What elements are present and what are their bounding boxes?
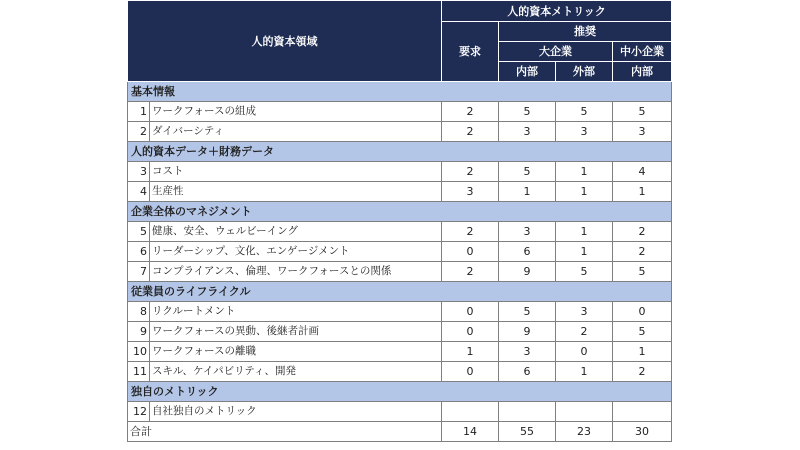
table-body (128, 82, 672, 422)
metric-name: リクルートメント (150, 302, 442, 322)
sme-internal-value: 5 (613, 322, 672, 342)
row-number: 12 (128, 402, 150, 422)
large-external-value: 1 (556, 242, 613, 262)
section-row (128, 82, 672, 102)
total-large-internal: 55 (499, 422, 556, 442)
section-row (128, 382, 672, 402)
table-row (128, 222, 672, 242)
sme-internal-value: 3 (613, 122, 672, 142)
human-capital-metrics-table (127, 0, 672, 442)
sme-internal-value: 0 (613, 302, 672, 322)
sme-internal-value: 1 (613, 182, 672, 202)
table-row (128, 102, 672, 122)
large-internal-value: 5 (499, 162, 556, 182)
large-external-value: 1 (556, 222, 613, 242)
metric-name: 生産性 (150, 182, 442, 202)
metric-name: ワークフォースの組成 (150, 102, 442, 122)
large-external-value: 5 (556, 262, 613, 282)
row-number: 3 (128, 162, 150, 182)
large-external-value: 5 (556, 102, 613, 122)
section-row (128, 282, 672, 302)
table-row (128, 402, 672, 422)
required-value: 0 (442, 322, 499, 342)
row-number: 2 (128, 122, 150, 142)
required-value: 2 (442, 102, 499, 122)
metric-name: 自社独自のメトリック (150, 402, 442, 422)
large-internal-value: 5 (499, 302, 556, 322)
sme-internal-value: 5 (613, 102, 672, 122)
large-internal-value: 1 (499, 182, 556, 202)
total-row (128, 422, 672, 442)
row-number: 4 (128, 182, 150, 202)
table-row (128, 362, 672, 382)
large-external-value: 3 (556, 122, 613, 142)
row-number: 6 (128, 242, 150, 262)
row-number: 7 (128, 262, 150, 282)
metric-name: ワークフォースの異動、後継者計画 (150, 322, 442, 342)
large-internal-value: 6 (499, 362, 556, 382)
section-title: 人的資本データ＋財務データ (128, 142, 672, 162)
required-value: 2 (442, 122, 499, 142)
large-external-value: 0 (556, 342, 613, 362)
large-external-value: 1 (556, 182, 613, 202)
metric-name: 健康、安全、ウェルビーイング (150, 222, 442, 242)
total-required: 14 (442, 422, 499, 442)
table-row (128, 242, 672, 262)
total-label: 合計 (128, 422, 442, 442)
sme-internal-value: 2 (613, 362, 672, 382)
table-row (128, 322, 672, 342)
sme-internal-value: 1 (613, 342, 672, 362)
sme-internal-value (613, 402, 672, 422)
metric-name: スキル、ケイパビリティ、開発 (150, 362, 442, 382)
section-title: 企業全体のマネジメント (128, 202, 672, 222)
large-internal-value: 6 (499, 242, 556, 262)
metric-name: コンプライアンス、倫理、ワークフォースとの関係 (150, 262, 442, 282)
large-internal-value: 3 (499, 122, 556, 142)
large-external-value: 2 (556, 322, 613, 342)
large-internal-header: 内部 (499, 62, 556, 82)
recommended-header: 推奨 (499, 22, 672, 42)
required-value: 0 (442, 302, 499, 322)
sme-internal-value: 2 (613, 242, 672, 262)
large-internal-value: 9 (499, 262, 556, 282)
row-number: 11 (128, 362, 150, 382)
metric-name: ワークフォースの離職 (150, 342, 442, 362)
large-external-header: 外部 (556, 62, 613, 82)
table-row (128, 342, 672, 362)
large-external-value: 3 (556, 302, 613, 322)
section-title: 独自のメトリック (128, 382, 672, 402)
large-internal-value: 9 (499, 322, 556, 342)
sme-internal-value: 4 (613, 162, 672, 182)
required-value: 3 (442, 182, 499, 202)
metric-name: コスト (150, 162, 442, 182)
required-header: 要求 (442, 22, 499, 82)
area-header: 人的資本領域 (128, 1, 442, 82)
section-row (128, 202, 672, 222)
required-value: 2 (442, 162, 499, 182)
required-value: 2 (442, 222, 499, 242)
table-row (128, 302, 672, 322)
large-internal-value: 5 (499, 102, 556, 122)
large-external-value: 1 (556, 362, 613, 382)
table-row (128, 162, 672, 182)
metric-name: リーダーシップ、文化、エンゲージメント (150, 242, 442, 262)
required-value (442, 402, 499, 422)
section-title: 基本情報 (128, 82, 672, 102)
large-internal-value: 3 (499, 222, 556, 242)
large-external-value: 1 (556, 162, 613, 182)
required-value: 0 (442, 362, 499, 382)
large-internal-value (499, 402, 556, 422)
table-row (128, 182, 672, 202)
row-number: 9 (128, 322, 150, 342)
metrics-header: 人的資本メトリック (442, 1, 672, 22)
row-number: 5 (128, 222, 150, 242)
total-large-external: 23 (556, 422, 613, 442)
large-internal-value: 3 (499, 342, 556, 362)
row-number: 10 (128, 342, 150, 362)
sme-internal-value: 2 (613, 222, 672, 242)
required-value: 0 (442, 242, 499, 262)
section-title: 従業員のライフライクル (128, 282, 672, 302)
row-number: 8 (128, 302, 150, 322)
section-row (128, 142, 672, 162)
total-sme-internal: 30 (613, 422, 672, 442)
table-row (128, 122, 672, 142)
sme-header: 中小企業 (613, 42, 672, 62)
large-company-header: 大企業 (499, 42, 613, 62)
row-number: 1 (128, 102, 150, 122)
sme-internal-value: 5 (613, 262, 672, 282)
required-value: 1 (442, 342, 499, 362)
required-value: 2 (442, 262, 499, 282)
sme-internal-header: 内部 (613, 62, 672, 82)
table-row (128, 262, 672, 282)
metric-name: ダイバーシティ (150, 122, 442, 142)
large-external-value (556, 402, 613, 422)
